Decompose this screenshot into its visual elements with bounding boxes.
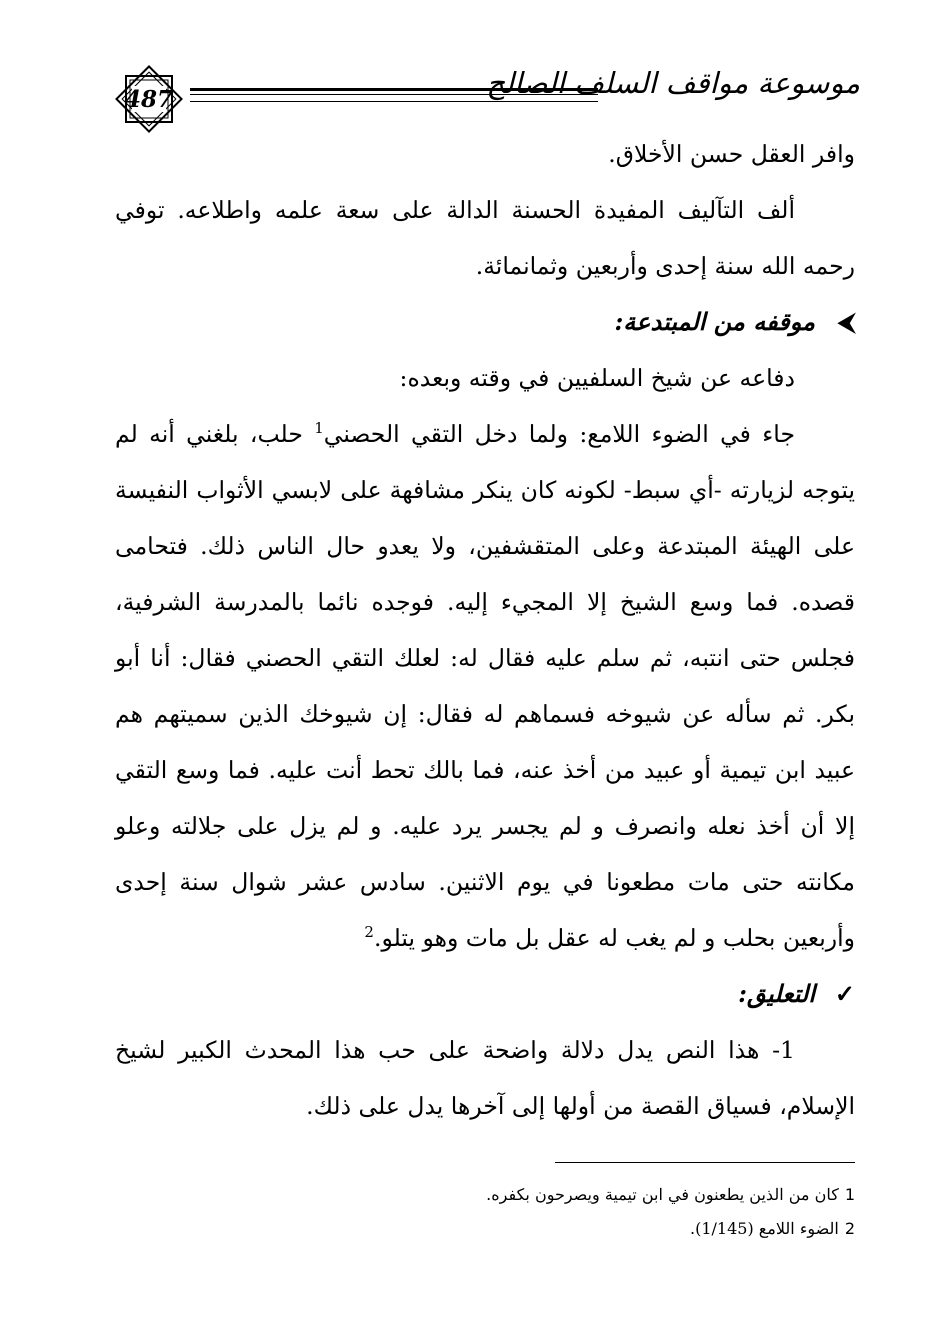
page-number-badge — [112, 62, 186, 136]
body-text — [115, 126, 855, 1134]
section-heading-text: موقفه من المبتدعة: — [614, 307, 815, 336]
footnote-ref-2: 2 — [364, 923, 374, 942]
footnote-separator — [555, 1162, 855, 1163]
footnote-2 — [300, 1212, 855, 1246]
paragraph-1: وافر العقل حسن الأخلاق. — [608, 140, 855, 168]
footnote-text: كان من الذين يطعنون في ابن تيمية ويصرحون بكفره. — [486, 1185, 839, 1204]
section-heading-commentary — [115, 966, 855, 1022]
checkmark-icon: ✓ — [834, 979, 855, 1008]
footnote-1 — [300, 1178, 855, 1212]
footnote-number: 1 — [844, 1185, 855, 1204]
paragraph-3: دفاعه عن شيخ السلفيين في وقته وبعده: — [399, 364, 795, 392]
footnote-number: 2 — [844, 1219, 855, 1238]
footnotes — [300, 1178, 855, 1246]
section-heading-text: التعليق: — [738, 979, 815, 1008]
paragraph-2: ألف التآليف المفيدة الحسنة الدالة على سعة علمه واطلاعه. توفي رحمه الله سنة إحدى وأربعين وثمانمائة. — [115, 196, 855, 280]
footnote-ref-1: 1 — [314, 419, 324, 438]
section-heading-innovators — [115, 294, 855, 350]
paragraph-4 — [115, 406, 855, 966]
series-title: موسوعة مواقف السلف الصالح — [486, 66, 860, 100]
arrow-marker-icon: ⮜ — [837, 307, 855, 336]
paragraph-4-part-1: جاء في الضوء اللامع: ولما دخل التقي الحصني — [323, 420, 795, 448]
footnote-text: الضوء اللامع (1/145). — [690, 1219, 839, 1238]
paragraph-4-part-2: حلب، بلغني أنه لم يتوجه لزيارته -أي سبط- لكونه كان ينكر مشافهة على لابسي الأثواب النفيسة على الهيئة المبتدعة وعلى المتقشفين، ولا يعدو حال الناس ذلك. فتحامى قصده. فما وسع الشيخ إلا المجيء إليه. فوجده نائما بالمدرسة الشرفية، فجلس حتى انتبه، ثم سلم عليه فقال له: لعلك التقي الحصني فقال: أنا أبو بكر. ثم سأله عن شيوخه فسماهم له فقال: إن شيوخك الذين سميتهم هم عبيد ابن تيمية أو عبيد من أخذ عنه، فما بالك تحط أنت عليه. فما وسع التقي إلا أن أخذ نعله وانصرف و لم يجسر يرد عليه. و لم يزل على جلالته وعلو مكانته حتى مات مطعونا في يوم الاثنين. سادس عشر شوال سنة إحدى وأربعين بحلب و لم يغب له عقل بل مات وهو يتلو. — [115, 420, 855, 952]
page-number: 487 — [124, 85, 173, 113]
paragraph-5: 1- هذا النص يدل دلالة واضحة على حب هذا المحدث الكبير لشيخ الإسلام، فسياق القصة من أولها إلى آخرها يدل على ذلك. — [115, 1036, 855, 1120]
